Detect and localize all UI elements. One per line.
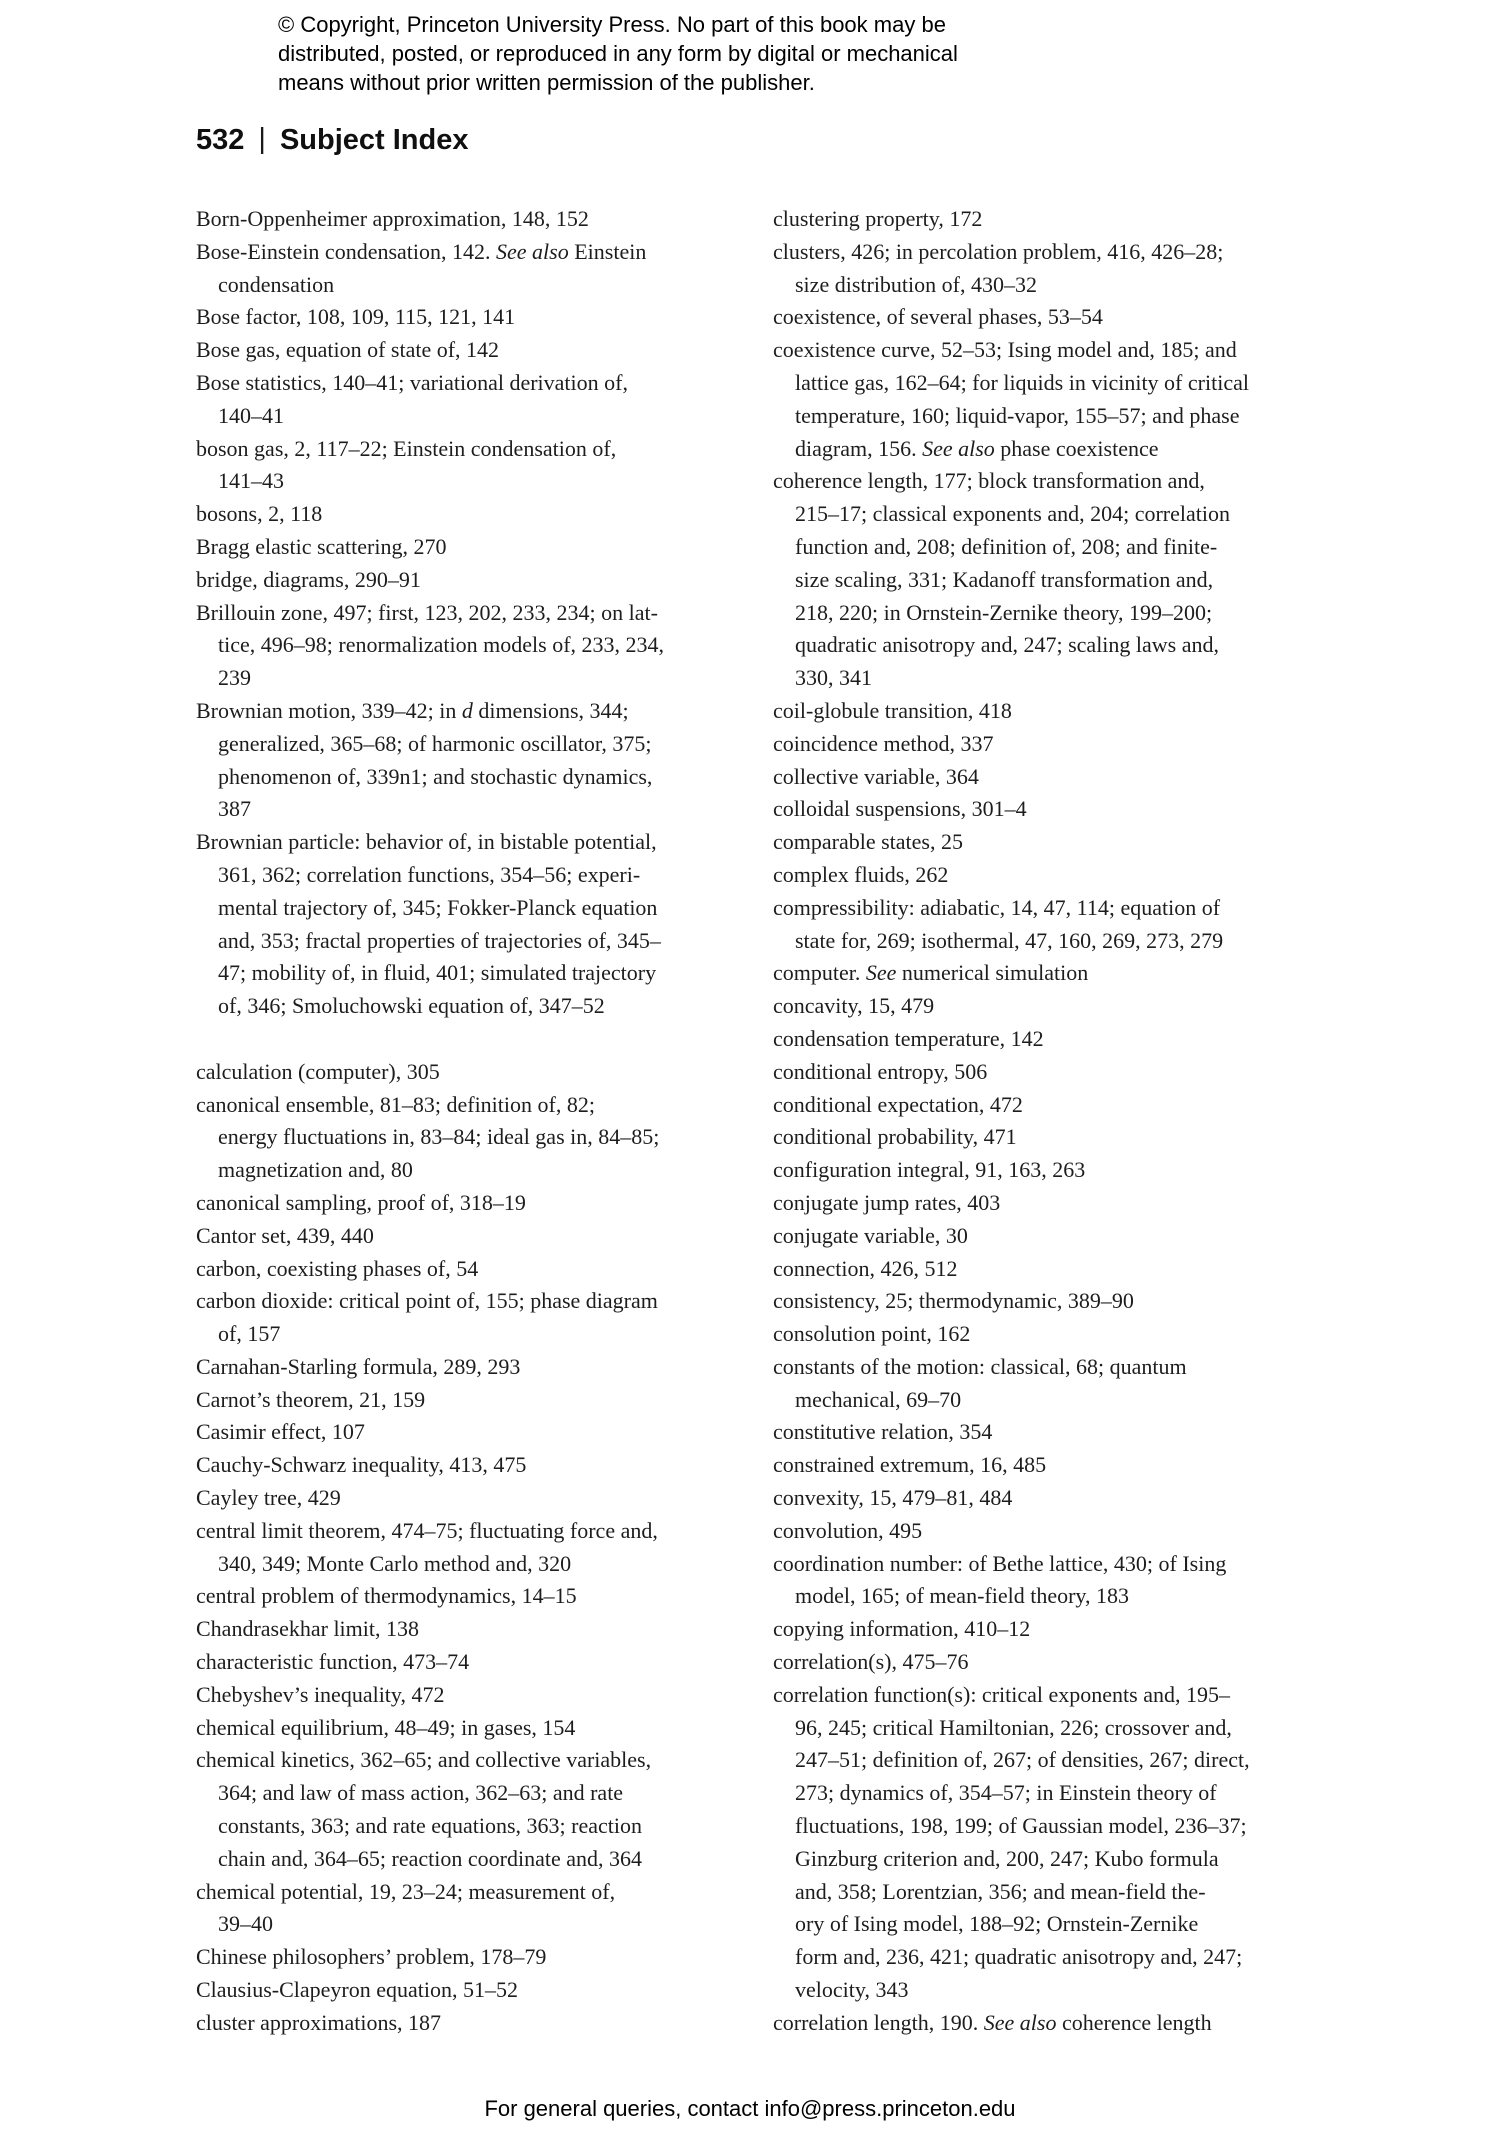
- index-line: coherence length, 177; block transformation and,: [773, 468, 1205, 494]
- index-line: Chinese philosophers’ problem, 178–79: [196, 1944, 547, 1970]
- page-title: Subject Index: [279, 124, 469, 156]
- page-footer: For general queries, contact info@press.princeton.edu: [484, 2096, 1016, 2121]
- index-text: coherence length: [1056, 2009, 1212, 2035]
- index-line: Carnahan-Starling formula, 289, 293: [196, 1353, 521, 1379]
- index-line: constants of the motion: classical, 68; quantum: [773, 1353, 1187, 1379]
- index-line: characteristic function, 473–74: [196, 1649, 470, 1675]
- copyright-notice: [278, 10, 958, 97]
- index-line: energy fluctuations in, 83–84; ideal gas in, 84–85;: [218, 1124, 660, 1150]
- index-line: model, 165; of mean-field theory, 183: [795, 1583, 1129, 1609]
- index-line: size scaling, 331; Kadanoff transformation and,: [795, 566, 1214, 592]
- index-line: condensation temperature, 142: [773, 1025, 1044, 1051]
- index-line: coil-globule transition, 418: [773, 697, 1012, 723]
- index-line: connection, 426, 512: [773, 1255, 958, 1281]
- index-line: configuration integral, 91, 163, 263: [773, 1157, 1086, 1183]
- index-line: and, 358; Lorentzian, 356; and mean-field the-: [795, 1878, 1206, 1904]
- index-line: complex fluids, 262: [773, 861, 949, 887]
- index-line: coordination number: of Bethe lattice, 430; of Ising: [773, 1550, 1227, 1576]
- index-line: Ginzburg criterion and, 200, 247; Kubo formula: [795, 1845, 1219, 1871]
- index-line: canonical sampling, proof of, 318–19: [196, 1189, 526, 1215]
- index-line: conditional probability, 471: [773, 1124, 1017, 1150]
- index-line: 140–41: [218, 402, 284, 428]
- index-line: canonical ensemble, 81–83; definition of, 82;: [196, 1091, 595, 1117]
- index-line: carbon, coexisting phases of, 54: [196, 1255, 479, 1281]
- index-line: Casimir effect, 107: [196, 1419, 365, 1445]
- index-line: clusters, 426; in percolation problem, 416, 426–28;: [773, 238, 1224, 264]
- index-text: computer.: [773, 960, 866, 986]
- cross-reference-italic: See also: [496, 238, 569, 264]
- index-line: chemical potential, 19, 23–24; measurement of,: [196, 1878, 616, 1904]
- index-line: 364; and law of mass action, 362–63; and rate: [218, 1780, 624, 1806]
- index-line: conditional entropy, 506: [773, 1058, 988, 1084]
- index-line: mental trajectory of, 345; Fokker-Planck equation: [218, 894, 658, 920]
- index-line: comparable states, 25: [773, 829, 963, 855]
- index-column-left: [196, 203, 664, 2040]
- index-line: consolution point, 162: [773, 1321, 971, 1347]
- index-line: coexistence, of several phases, 53–54: [773, 304, 1103, 330]
- index-line: [773, 957, 1250, 990]
- cross-reference-italic: See also: [922, 435, 995, 461]
- index-line: 247–51; definition of, 267; of densities, 267; direct,: [795, 1747, 1250, 1773]
- cross-reference-italic: See: [865, 960, 897, 986]
- index-line: lattice gas, 162–64; for liquids in vicinity of critical: [795, 369, 1249, 395]
- index-line: correlation function(s): critical exponents and, 195–: [773, 1681, 1230, 1707]
- index-line: and, 353; fractal properties of trajectories of, 345–: [218, 927, 661, 953]
- index-line: temperature, 160; liquid-vapor, 155–57; and phase: [795, 402, 1240, 428]
- index-line: 215–17; classical exponents and, 204; correlation: [795, 501, 1230, 527]
- copyright-line: distributed, posted, or reproduced in any form by digital or mechanical: [278, 41, 958, 66]
- index-line: [196, 236, 664, 269]
- index-line: 141–43: [218, 468, 284, 494]
- index-line: Chebyshev’s inequality, 472: [196, 1681, 445, 1707]
- index-line: central limit theorem, 474–75; fluctuating force and,: [196, 1517, 658, 1543]
- index-line: 340, 349; Monte Carlo method and, 320: [218, 1550, 572, 1576]
- index-column-right: [773, 203, 1250, 2040]
- index-line: correlation(s), 475–76: [773, 1649, 969, 1675]
- index-line: fluctuations, 198, 199; of Gaussian model, 236–37;: [795, 1813, 1247, 1839]
- index-line: bridge, diagrams, 290–91: [196, 566, 421, 592]
- index-line: ory of Ising model, 188–92; Ornstein-Zernike: [795, 1911, 1199, 1937]
- index-text: diagram, 156.: [795, 435, 923, 461]
- index-line: chemical equilibrium, 48–49; in gases, 154: [196, 1714, 576, 1740]
- index-line: phenomenon of, 339n1; and stochastic dynamics,: [218, 763, 653, 789]
- index-line: size distribution of, 430–32: [795, 271, 1037, 297]
- index-line: colloidal suspensions, 301–4: [773, 796, 1027, 822]
- index-line: consistency, 25; thermodynamic, 389–90: [773, 1288, 1134, 1314]
- blank-line: [196, 1023, 664, 1056]
- index-line: copying information, 410–12: [773, 1616, 1031, 1642]
- index-line: conditional expectation, 472: [773, 1091, 1023, 1117]
- index-line: velocity, 343: [795, 1977, 909, 2003]
- index-line: coincidence method, 337: [773, 730, 994, 756]
- index-line: Cayley tree, 429: [196, 1485, 341, 1511]
- index-line: form and, 236, 421; quadratic anisotropy and, 247;: [795, 1944, 1243, 1970]
- index-line: constants, 363; and rate equations, 363; reaction: [218, 1813, 642, 1839]
- index-line: Bose statistics, 140–41; variational derivation of,: [196, 369, 628, 395]
- index-line: [773, 2007, 1250, 2040]
- index-text: correlation length, 190.: [773, 2009, 984, 2035]
- index-text: phase coexistence: [994, 435, 1159, 461]
- index-line: 218, 220; in Ornstein-Zernike theory, 199–200;: [795, 599, 1213, 625]
- index-line: compressibility: adiabatic, 14, 47, 114; equation of: [773, 894, 1221, 920]
- index-text: Bose-Einstein condensation, 142.: [196, 238, 497, 264]
- index-line: state for, 269; isothermal, 47, 160, 269, 273, 279: [795, 927, 1224, 953]
- index-line: 96, 245; critical Hamiltonian, 226; crossover and,: [795, 1714, 1232, 1740]
- index-line: cluster approximations, 187: [196, 2009, 442, 2035]
- index-line: magnetization and, 80: [218, 1157, 413, 1183]
- index-text: dimensions, 344;: [472, 697, 629, 723]
- copyright-line: means without prior written permission of the publisher.: [278, 70, 815, 95]
- index-line: mechanical, 69–70: [795, 1386, 962, 1412]
- index-line: convolution, 495: [773, 1517, 923, 1543]
- index-line: Brownian particle: behavior of, in bistable potential,: [196, 829, 657, 855]
- index-line: [773, 433, 1250, 466]
- index-line: Bragg elastic scattering, 270: [196, 533, 447, 559]
- index-line: 387: [218, 796, 251, 822]
- index-line: 47; mobility of, in fluid, 401; simulated trajectory: [218, 960, 657, 986]
- index-line: conjugate variable, 30: [773, 1222, 968, 1248]
- index-line: conjugate jump rates, 403: [773, 1189, 1001, 1215]
- index-line: Bose factor, 108, 109, 115, 121, 141: [196, 304, 516, 330]
- index-line: [196, 695, 664, 728]
- index-line: constitutive relation, 354: [773, 1419, 993, 1445]
- index-line: Carnot’s theorem, 21, 159: [196, 1386, 426, 1412]
- header-separator: |: [258, 123, 266, 155]
- index-line: function and, 208; definition of, 208; and finite-: [795, 533, 1218, 559]
- index-line: carbon dioxide: critical point of, 155; phase diagram: [196, 1288, 658, 1314]
- index-line: central problem of thermodynamics, 14–15: [196, 1583, 577, 1609]
- cross-reference-italic: d: [461, 697, 473, 723]
- copyright-line: © Copyright, Princeton University Press. No part of this book may be: [278, 12, 946, 37]
- index-line: Cantor set, 439, 440: [196, 1222, 374, 1248]
- index-line: tice, 496–98; renormalization models of, 233, 234,: [218, 632, 665, 658]
- index-text: numerical simulation: [896, 960, 1089, 986]
- index-line: boson gas, 2, 117–22; Einstein condensation of,: [196, 435, 617, 461]
- index-line: Bose gas, equation of state of, 142: [196, 337, 500, 363]
- index-line: of, 346; Smoluchowski equation of, 347–52: [218, 993, 605, 1019]
- index-line: 330, 341: [795, 665, 872, 691]
- index-line: calculation (computer), 305: [196, 1058, 440, 1084]
- index-line: 273; dynamics of, 354–57; in Einstein theory of: [795, 1780, 1217, 1806]
- index-line: coexistence curve, 52–53; Ising model and, 185; and: [773, 337, 1237, 363]
- index-line: chain and, 364–65; reaction coordinate and, 364: [218, 1845, 642, 1871]
- index-line: convexity, 15, 479–81, 484: [773, 1485, 1013, 1511]
- index-line: Born-Oppenheimer approximation, 148, 152: [196, 206, 589, 231]
- index-line: clustering property, 172: [773, 206, 983, 231]
- index-line: Cauchy-Schwarz inequality, 413, 475: [196, 1452, 527, 1478]
- index-line: Chandrasekhar limit, 138: [196, 1616, 420, 1642]
- index-line: of, 157: [218, 1321, 281, 1347]
- cross-reference-italic: See also: [983, 2009, 1057, 2035]
- index-text: Einstein: [568, 238, 647, 264]
- index-line: bosons, 2, 118: [196, 501, 323, 527]
- index-line: 239: [218, 665, 251, 691]
- index-line: 39–40: [218, 1911, 273, 1937]
- index-line: chemical kinetics, 362–65; and collective variables,: [196, 1747, 652, 1773]
- index-line: Clausius-Clapeyron equation, 51–52: [196, 1977, 519, 2003]
- index-line: Brillouin zone, 497; first, 123, 202, 233, 234; on lat-: [196, 599, 658, 625]
- index-line: constrained extremum, 16, 485: [773, 1452, 1047, 1478]
- index-text: Brownian motion, 339–42; in: [196, 697, 462, 723]
- index-line: condensation: [218, 271, 335, 297]
- index-line: quadratic anisotropy and, 247; scaling laws and,: [795, 632, 1220, 658]
- page-header: [196, 124, 468, 157]
- index-line: generalized, 365–68; of harmonic oscillator, 375;: [218, 730, 652, 756]
- index-line: concavity, 15, 479: [773, 993, 935, 1019]
- page-number: 532: [196, 124, 245, 156]
- index-line: collective variable, 364: [773, 763, 979, 789]
- index-line: 361, 362; correlation functions, 354–56; experi-: [218, 861, 641, 887]
